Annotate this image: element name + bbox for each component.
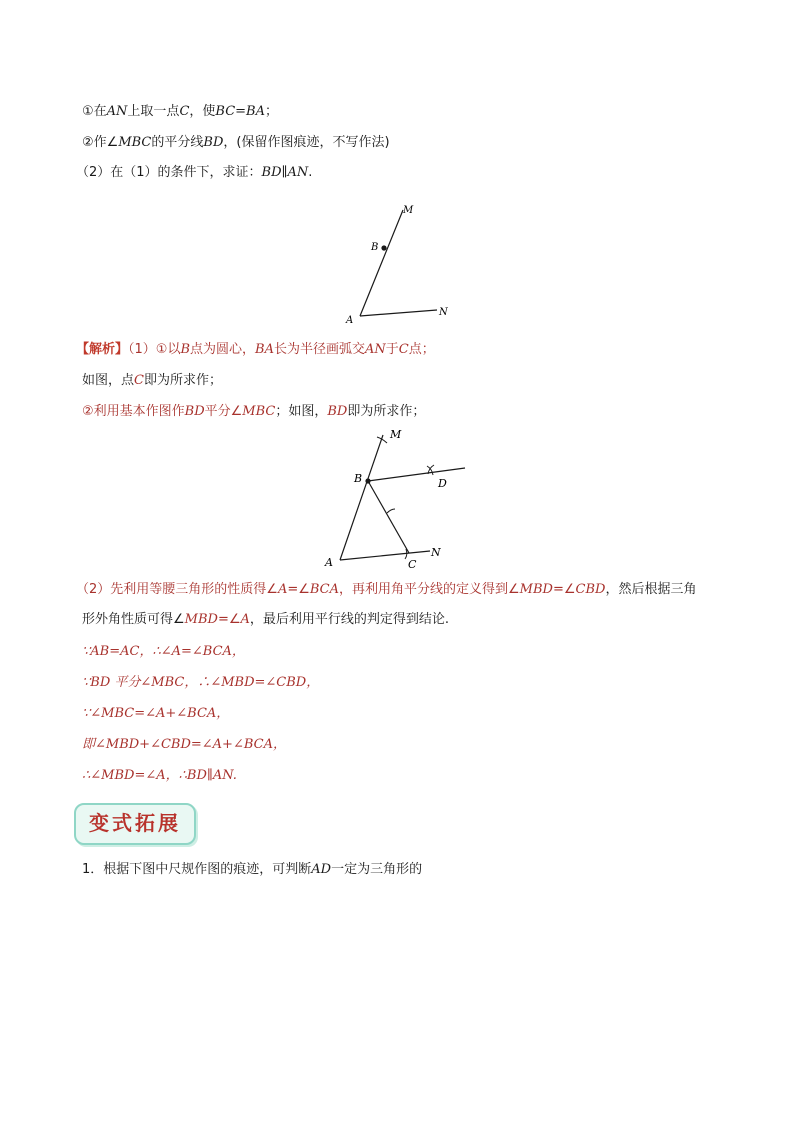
proof-step-4: 即∠MBD+∠CBD=∠A+∠BCA， [82, 737, 286, 752]
section-banner [74, 803, 196, 843]
label-b: B [354, 472, 363, 485]
label-m: M [403, 205, 414, 216]
analysis-line-3: ②利用基本作图作BD平分∠MBC；如图，BD即为所求作； [82, 404, 426, 419]
label-a: A [346, 315, 354, 326]
exercise-question-1: 1．根据下图中尺规作图的痕迹，可判断AD一定为三角形的 [82, 862, 423, 877]
label-d: D [438, 477, 447, 490]
label-a: A [325, 556, 333, 569]
proof-line-1: （2）先利用等腰三角形的性质得∠A=∠BCA，再利用角平分线的定义得到∠MBD=∠CBD，然后根据三角 [76, 582, 697, 597]
banner-title: 变式拓展 [89, 811, 181, 835]
ray-bd [368, 468, 465, 481]
label-n: N [431, 546, 441, 559]
task-step2: ②作∠MBC的平分线BD，(保留作图痕迹，不写作法) [82, 135, 390, 150]
figure-1-angle [330, 195, 460, 330]
ray-an [360, 310, 437, 316]
task-step1: ①在AN上取一点C，使BC=BA； [82, 104, 278, 119]
segment-bc [368, 481, 409, 553]
arc-mark-mid [387, 509, 395, 513]
proof-step-3: ∵∠MBC=∠A+∠BCA， [82, 706, 230, 721]
label-m: M [390, 428, 402, 441]
point-b [381, 245, 386, 250]
point-b [365, 478, 370, 483]
proof-step-2: ∵BD 平分∠MBC，∴∠MBD=∠CBD， [82, 675, 320, 690]
proof-step-1: ∵AB=AC，∴∠A=∠BCA， [82, 644, 245, 659]
label-c: C [408, 558, 417, 571]
task-part2: （2）在（1）的条件下，求证：BD∥AN. [76, 165, 313, 180]
analysis-line-2: 如图，点C即为所求作； [82, 373, 222, 388]
label-b: B [371, 242, 379, 253]
ray-am [360, 210, 403, 316]
figure-2-construction [315, 425, 480, 575]
ray-am [340, 435, 383, 560]
ray-an [340, 551, 430, 560]
label-n: N [439, 307, 448, 318]
proof-step-5: ∴∠MBD=∠A，∴BD∥AN. [82, 768, 237, 783]
arc-cross-d [427, 465, 434, 475]
analysis-line-1: 【解析】（1）①以B点为圆心，BA长为半径画弧交AN于C点； [76, 342, 435, 357]
proof-line-2: 形外角性质可得∠MBD=∠A，最后利用平行线的判定得到结论. [82, 612, 450, 627]
